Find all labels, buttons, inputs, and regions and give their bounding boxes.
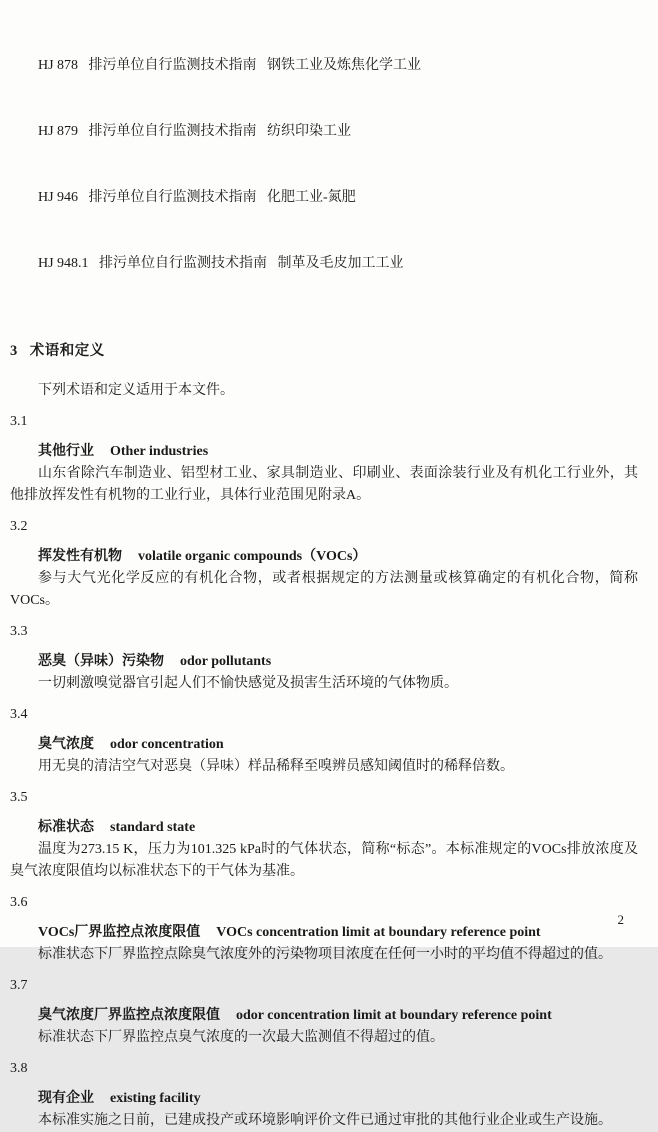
- section-3-4: [10, 704, 638, 778]
- reference-line: HJ 946 排污单位自行监测技术指南 化肥工业-氮肥: [38, 190, 356, 205]
- term-chinese: 挥发性有机物: [38, 549, 122, 564]
- section-3-2: [10, 516, 638, 612]
- term-english: VOCs concentration limit at boundary reference point: [216, 925, 541, 940]
- section-3-3: [10, 621, 638, 695]
- term-english: Other industries: [110, 444, 209, 459]
- term-definition: 山东省除汽车制造业、铝型材工业、家具制造业、印刷业、表面涂装行业及有机化工行业外，其他排放挥发性有机物的工业行业，具体行业范围见附录A。: [10, 466, 638, 503]
- term-definition: 标准状态下厂界监控点臭气浓度的一次最大监测值不得超过的值。: [38, 1030, 444, 1045]
- term-english: volatile organic compounds（VOCs）: [138, 549, 367, 564]
- term-chinese: VOCs厂界监控点浓度限值: [38, 925, 201, 940]
- reference-list: [38, 11, 638, 319]
- term-chinese: 恶臭（异味）污染物: [38, 654, 164, 669]
- reference-line: HJ 948.1 排污单位自行监测技术指南 制革及毛皮加工工业: [38, 256, 404, 271]
- term-english: standard state: [110, 820, 196, 835]
- term-definition: 参与大气光化学反应的有机化合物，或者根据规定的方法测量或核算确定的有机化合物，简称VOCs。: [10, 571, 638, 608]
- section-number: 3.2: [10, 519, 28, 534]
- chapter-title: 术语和定义: [29, 343, 105, 359]
- section-number: 3.4: [10, 707, 28, 722]
- chapter-number: 3: [10, 343, 18, 359]
- section-3-6: [10, 892, 638, 966]
- term-line: [38, 1005, 638, 1027]
- section-number: 3.8: [10, 1061, 28, 1076]
- term-line: [38, 817, 638, 839]
- term-chinese: 臭气浓度厂界监控点浓度限值: [38, 1008, 220, 1023]
- term-line: [38, 441, 638, 463]
- section-3-1: [10, 411, 638, 507]
- section-number: 3.1: [10, 414, 28, 429]
- section-number: 3.3: [10, 624, 28, 639]
- term-chinese: 其他行业: [38, 444, 94, 459]
- section-3-5: [10, 787, 638, 883]
- chapter-heading: [10, 340, 638, 362]
- section-number: 3.7: [10, 978, 28, 993]
- term-chinese: 标准状态: [38, 820, 94, 835]
- term-definition: 用无臭的清洁空气对恶臭（异味）样品稀释至嗅辨员感知阈值时的稀释倍数。: [38, 759, 514, 774]
- section-number: 3.5: [10, 790, 28, 805]
- page-number: 2: [617, 912, 624, 927]
- intro-paragraph: 下列术语和定义适用于本文件。: [38, 383, 234, 398]
- term-line: [38, 1088, 638, 1110]
- term-chinese: 现有企业: [38, 1091, 94, 1106]
- section-3-7: [10, 975, 638, 1049]
- reference-line: HJ 878 排污单位自行监测技术指南 钢铁工业及炼焦化学工业: [38, 58, 422, 73]
- term-line: [38, 922, 638, 944]
- term-line: [38, 546, 638, 568]
- term-line: [38, 651, 638, 673]
- term-definition: 标准状态下厂界监控点除臭气浓度外的污染物项目浓度在任何一小时的平均值不得超过的值。: [38, 947, 612, 962]
- term-definition: 温度为273.15 K，压力为101.325 kPa时的气体状态，简称“标态”。本标准规定的VOCs排放浓度及臭气浓度限值均以标准状态下的干气体为基准。: [10, 842, 638, 879]
- section-number: 3.6: [10, 895, 28, 910]
- term-english: odor concentration: [110, 737, 224, 752]
- term-chinese: 臭气浓度: [38, 737, 94, 752]
- term-english: existing facility: [110, 1091, 201, 1106]
- term-english: odor concentration limit at boundary reference point: [236, 1008, 552, 1023]
- reference-line: HJ 879 排污单位自行监测技术指南 纺织印染工业: [38, 124, 352, 139]
- term-english: odor pollutants: [180, 654, 272, 669]
- term-definition: 一切刺激嗅觉器官引起人们不愉快感觉及损害生活环境的气体物质。: [38, 676, 458, 691]
- term-line: [38, 734, 638, 756]
- term-definition: 本标准实施之日前，已建成投产或环境影响评价文件已通过审批的其他行业企业或生产设施。: [38, 1113, 612, 1128]
- section-3-8: [10, 1058, 638, 1132]
